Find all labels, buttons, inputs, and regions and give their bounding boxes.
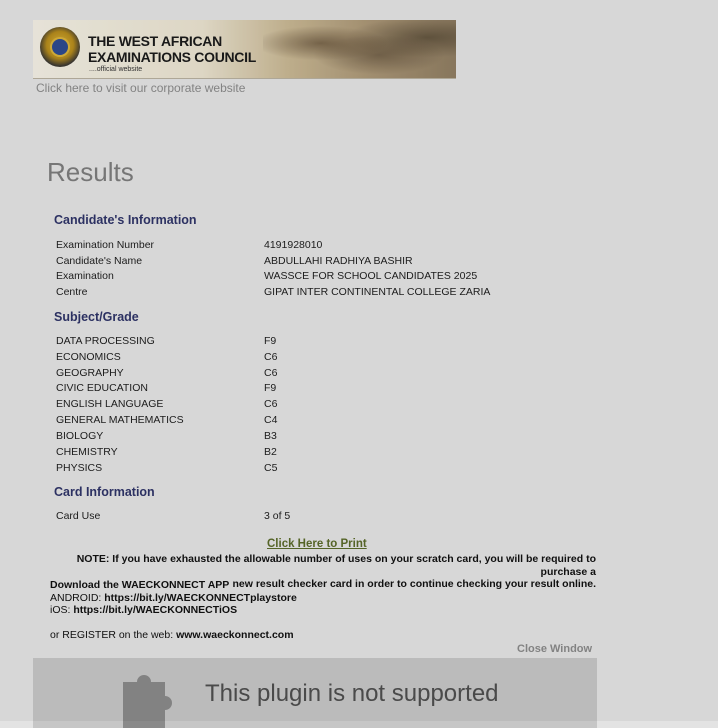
subject-grade: F9 xyxy=(264,335,277,347)
subject-name: PHYSICS xyxy=(56,462,103,474)
field-label: Centre xyxy=(56,286,88,298)
waec-banner xyxy=(33,20,456,79)
field-value: WASSCE FOR SCHOOL CANDIDATES 2025 xyxy=(264,270,478,282)
subject-name: CHEMISTRY xyxy=(56,446,118,458)
waec-seal-icon xyxy=(40,27,80,67)
card-info-heading: Card Information xyxy=(54,485,155,499)
subject-grade: C6 xyxy=(264,351,278,363)
subject-name: ENGLISH LANGUAGE xyxy=(56,398,164,410)
page-title: Results xyxy=(47,157,134,187)
android-label: ANDROID: xyxy=(50,592,105,604)
subject-grade: C5 xyxy=(264,462,278,474)
field-value: 4191928010 xyxy=(264,239,323,251)
subject-grade: B2 xyxy=(264,446,277,458)
subject-grade-heading: Subject/Grade xyxy=(54,310,139,324)
card-use-label: Card Use xyxy=(56,510,101,522)
subject-name: CIVIC EDUCATION xyxy=(56,382,148,394)
subject-name: DATA PROCESSING xyxy=(56,335,155,347)
ios-label: iOS: xyxy=(50,604,74,616)
org-name-line1: THE WEST AFRICAN xyxy=(88,33,222,49)
ios-link[interactable]: https://bit.ly/WAECKONNECTiOS xyxy=(73,604,238,616)
card-use-value: 3 of 5 xyxy=(264,510,291,522)
ios-line xyxy=(50,604,237,616)
subject-name: ECONOMICS xyxy=(56,351,121,363)
android-link[interactable]: https://bit.ly/WAECKONNECTplaystore xyxy=(104,592,297,604)
register-label: or REGISTER on the web: xyxy=(50,629,177,641)
register-link[interactable]: www.waeckonnect.com xyxy=(176,629,294,641)
subject-grade: F9 xyxy=(264,382,277,394)
subject-name: GENERAL MATHEMATICS xyxy=(56,414,184,426)
subject-grade: C6 xyxy=(264,367,278,379)
print-link[interactable]: Click Here to Print xyxy=(267,538,367,550)
banner-photo xyxy=(263,20,456,78)
subject-grade: C4 xyxy=(264,414,278,426)
plugin-placeholder xyxy=(33,658,597,728)
subject-grade: C6 xyxy=(264,398,278,410)
note-line2: new result checker card in order to continue checking your result online. xyxy=(232,578,596,590)
candidate-info-heading: Candidate's Information xyxy=(54,213,197,227)
subject-name: BIOLOGY xyxy=(56,430,104,442)
note-line1: NOTE: If you have exhausted the allowable number of uses on your scratch card, you will be required to purchase a xyxy=(76,553,596,578)
subject-name: GEOGRAPHY xyxy=(56,367,124,379)
org-tagline: ....official website xyxy=(89,66,143,73)
corporate-website-link[interactable]: Click here to visit our corporate website xyxy=(36,81,246,95)
field-value: ABDULLAHI RADHIYA BASHIR xyxy=(264,255,413,267)
plugin-message: This plugin is not supported xyxy=(205,680,499,707)
app-download-heading: Download the WAECKONNECT APP xyxy=(50,579,230,591)
register-line xyxy=(50,629,294,641)
subject-grade: B3 xyxy=(264,430,277,442)
field-label: Examination xyxy=(56,270,114,282)
org-name-line2: EXAMINATIONS COUNCIL xyxy=(88,49,256,65)
field-label: Candidate's Name xyxy=(56,255,143,267)
field-value: GIPAT INTER CONTINENTAL COLLEGE ZARIA xyxy=(264,286,491,298)
close-window-link[interactable]: Close Window xyxy=(517,643,593,655)
puzzle-piece-icon xyxy=(113,660,183,728)
field-label: Examination Number xyxy=(56,239,155,251)
android-line xyxy=(50,592,297,604)
